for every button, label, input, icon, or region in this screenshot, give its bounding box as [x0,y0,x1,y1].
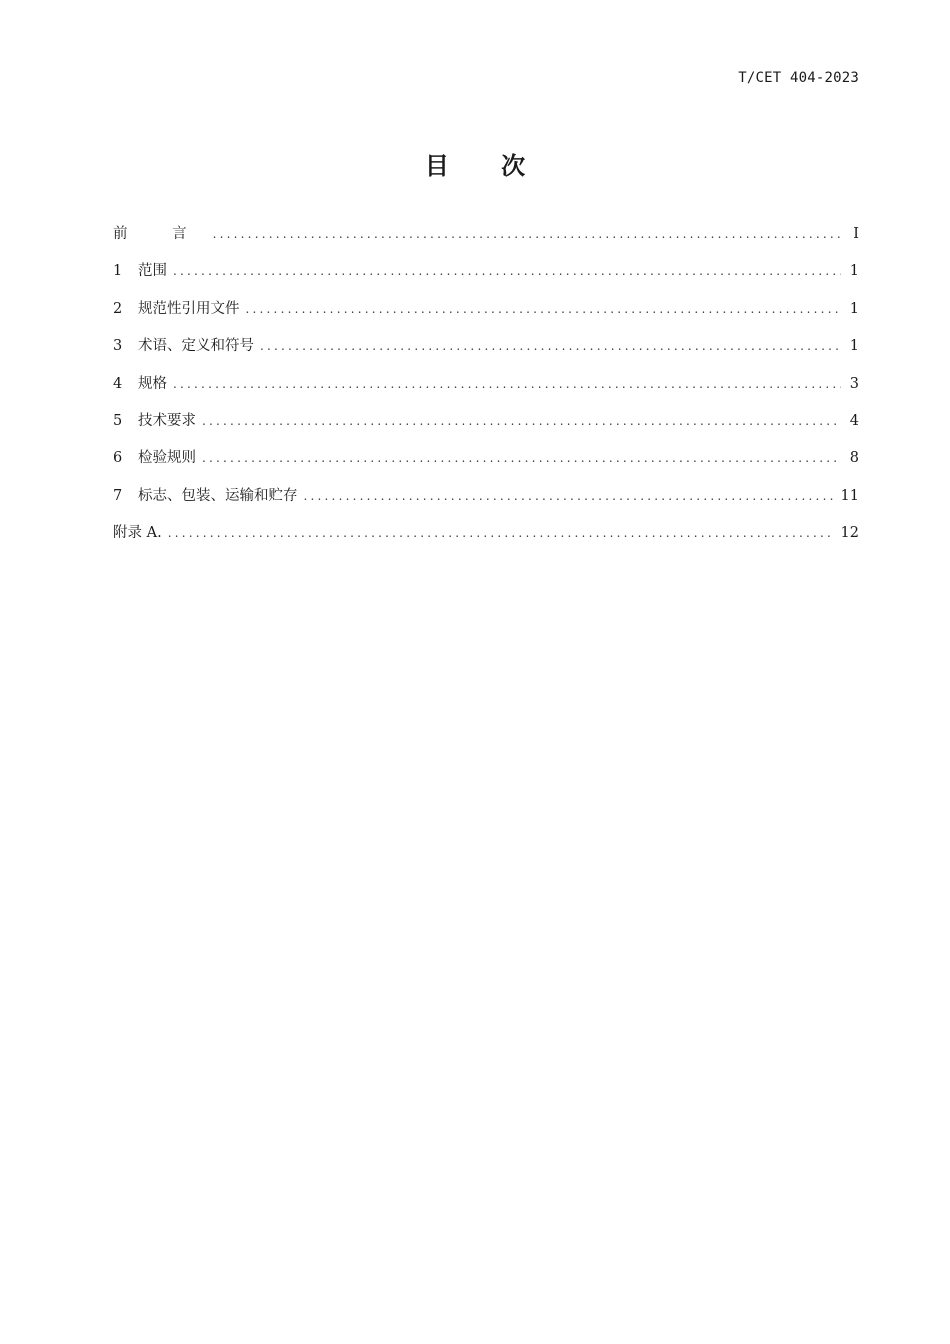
toc-entry-label: 7 标志、包装、运输和贮存 [113,487,298,504]
toc-page-number: 12 [840,525,859,542]
toc-entry-label: 前 言 [113,226,207,242]
toc-entry-label: 5 技术要求 [113,412,196,429]
toc-entry-label: 2 规范性引用文件 [113,300,240,317]
toc-leader-dots [260,339,841,353]
toc-section-number: 7 [113,487,123,504]
toc-leader-dots [202,451,841,465]
toc-section-number: 5 [113,412,123,429]
toc-page-number: 1 [849,338,859,355]
toc-entry-technical-requirements[interactable] [113,409,859,446]
toc-entry-specification[interactable] [113,372,859,409]
table-of-contents [113,222,859,559]
toc-leader-dots [246,302,842,316]
toc-page-number: 1 [849,263,859,280]
toc-entry-label: 4 规格 [113,375,167,392]
toc-entry-appendix-a[interactable] [113,521,859,558]
toc-section-number: 4 [113,375,123,392]
toc-entry-normative-references[interactable] [113,297,859,334]
toc-section-number: 1 [113,263,123,280]
toc-entry-scope[interactable] [113,259,859,296]
toc-page-number: I [853,226,859,242]
toc-entry-label: 3 术语、定义和符号 [113,338,254,355]
toc-entry-marking-packaging[interactable] [113,484,859,521]
toc-entry-label: 附录 A. [113,525,162,542]
toc-section-number: 3 [113,338,123,355]
toc-leader-dots [173,264,841,278]
toc-leader-dots [173,377,841,391]
toc-section-number: 2 [113,300,123,317]
toc-entry-terms[interactable] [113,334,859,371]
toc-page-number: 3 [849,375,859,392]
page-title: 目 次 [424,152,548,180]
toc-entry-label: 6 检验规则 [113,450,196,467]
toc-page-number: 8 [849,450,859,467]
toc-page-number: 1 [849,300,859,317]
toc-page-number: 11 [840,487,859,504]
toc-leader-dots [168,526,835,540]
document-id: T/CET 404-2023 [738,70,859,86]
toc-entry-label: 1 范围 [113,263,167,280]
toc-entry-inspection-rules[interactable] [113,446,859,483]
toc-page-number: 4 [849,412,859,429]
toc-leader-dots [304,489,835,503]
toc-section-number: 6 [113,450,123,467]
toc-entry-foreword[interactable] [113,222,859,259]
toc-leader-dots [213,227,841,241]
toc-leader-dots [202,414,841,428]
